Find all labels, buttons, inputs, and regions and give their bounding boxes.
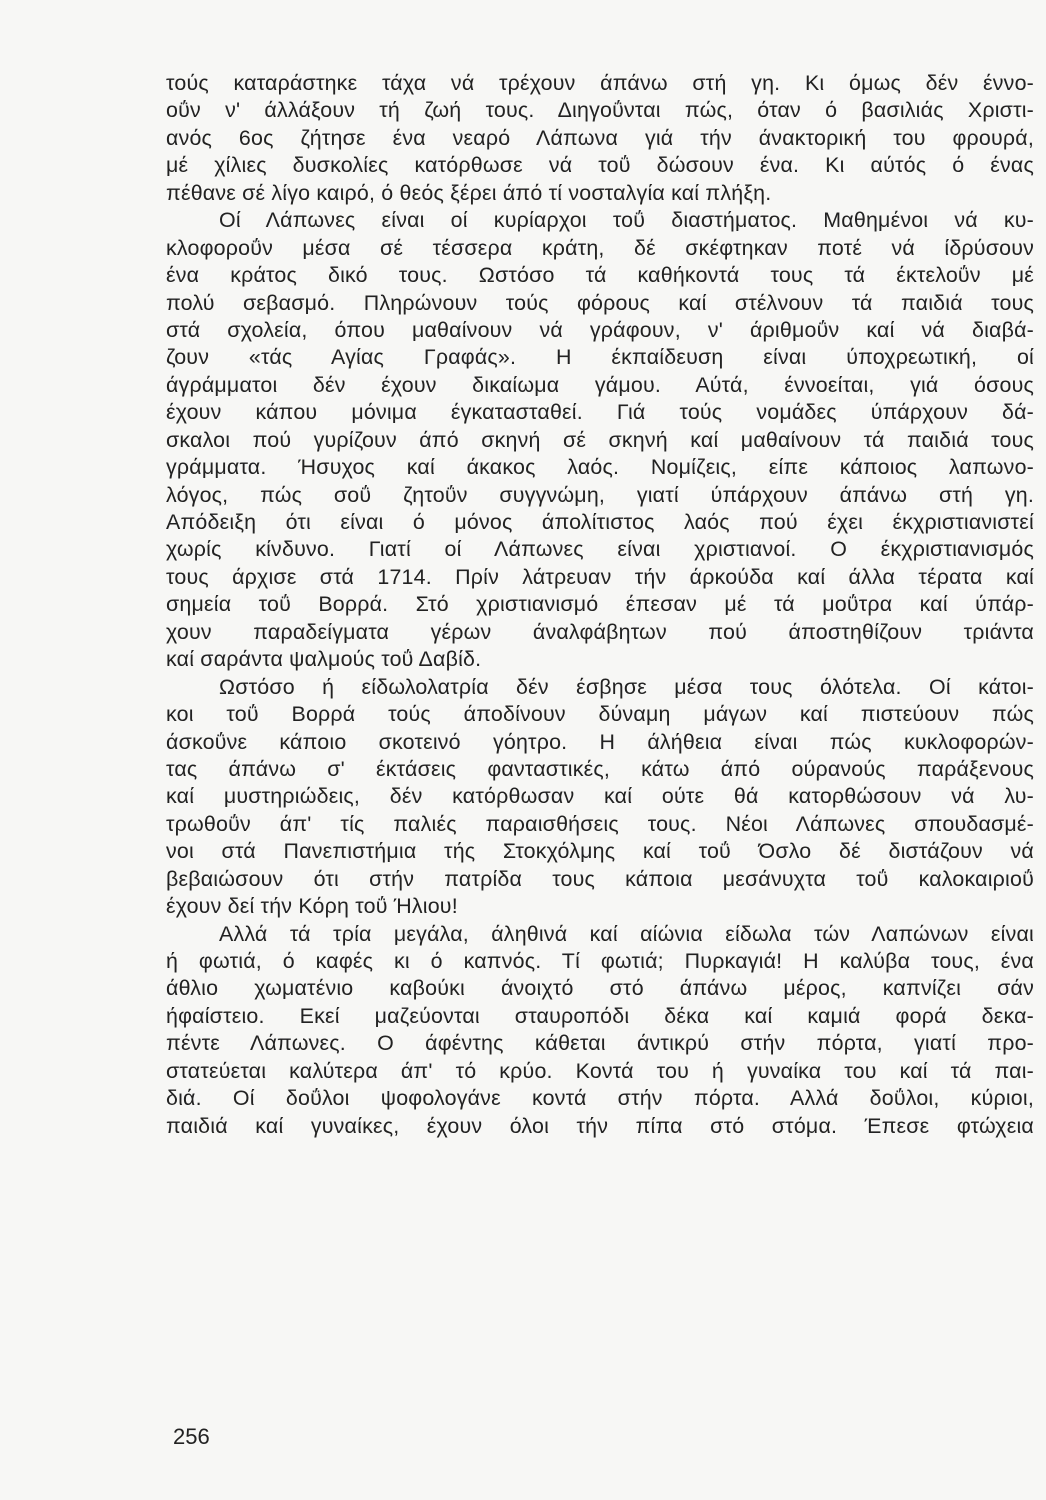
text-line: ή φωτιά, ό καφές κι ό καπνός. Τί φωτιά; Πυρκαγιά! Η καλύβα τους, ένα <box>166 949 1034 973</box>
text-line: στατεύεται καλύτερα άπ' τό κρύο. Κοντά του ή γυναίκα του καί τά παι- <box>166 1058 1034 1083</box>
text-line: άθλιο χωματένιο καβούκι άνοιχτό στό άπάνω μέρος, καπνίζει σάν <box>166 976 1034 1001</box>
text-line: στά σχολεία, όπου μαθαίνουν νά γράφουν, ν' άριθμοΰν καί νά διαβά- <box>166 317 1034 342</box>
text-line: πολύ σεβασμό. Πληρώνουν τούς φόρους καί στέλνουν τά παιδιά τους <box>166 290 1034 315</box>
text-line: καί μυστηριώδεις, δέν κατόρθωσαν καί ούτε θά κατορθώσουν νά λυ- <box>166 784 1034 809</box>
text-line: γράμματα. Ήσυχος καί άκακος λαός. Νομίζεις, είπε κάποιος λαπωνο- <box>166 455 1034 480</box>
text-line: Ωστόσο ή είδωλολατρία δέν έσβησε μέσα τους όλότελα. Οί κάτοι- <box>219 674 1034 699</box>
text-line: νοι στά Πανεπιστήμια τής Στοκχόλμης καί τοΰ Όσλο δέ διστάζουν νά <box>166 839 1034 864</box>
text-line: παιδιά καί γυναίκες, έχουν όλοι τήν πίπα στό στόμα. Έπεσε φτώχεια <box>166 1113 1034 1138</box>
text-line: Απόδειξη ότι είναι ό μόνος άπολίτιστος λαός πού έχει έκχριστιανιστεί <box>166 510 1034 534</box>
text-line: χουν παραδείγματα γέρων άναλφάβητων πού άποστηθίζουν τριάντα <box>166 619 1034 644</box>
text-line: οΰν ν' άλλάξουν τή ζωή τους. Διηγοΰνται πώς, όταν ό βασιλιάς Χριστι- <box>166 98 1034 123</box>
text-line: πέντε Λάπωνες. Ο άφέντης κάθεται άντικρύ στήν πόρτα, γιατί προ- <box>166 1031 1034 1056</box>
text-line: κλοφοροΰν μέσα σέ τέσσερα κράτη, δέ σκέφτηκαν ποτέ νά ίδρύσουν <box>166 235 1034 260</box>
text-line: άγράμματοι δέν έχουν δικαίωμα γάμου. Αύτά, έννοείται, γιά όσους <box>166 372 1034 397</box>
text-line: Οί Λάπωνες είναι οί κυρίαρχοι τοΰ διαστήματος. Μαθημένοι νά κυ- <box>219 208 1034 233</box>
page-number: 256 <box>173 1424 210 1449</box>
text-line: έχουν δεί τήν Κόρη τοΰ Ήλιου! <box>166 894 458 919</box>
text-line: διά. Οί δοΰλοι ψοφολογάνε κοντά στήν πόρτα. Αλλά δοΰλοι, κύριοι, <box>166 1086 1034 1111</box>
text-line: βεβαιώσουν ότι στήν πατρίδα τους κάποια μεσάνυχτα τοΰ καλοκαιριοΰ <box>166 866 1034 891</box>
text-line: κοι τοΰ Βορρά τούς άποδίνουν δύναμη μάγων καί πιστεύουν πώς <box>166 702 1034 727</box>
text-line: άσκοΰνε κάποιο σκοτεινό γόητρο. Η άλήθεια είναι πώς κυκλοφορών- <box>166 729 1034 754</box>
text-line: σημεία τοΰ Βορρά. Στό χριστιανισμό έπεσαν μέ τά μοΰτρα καί ύπάρ- <box>166 592 1034 617</box>
text-line: τούς καταράστηκε τάχα νά τρέχουν άπάνω στή γη. Κι όμως δέν έννο- <box>166 71 1034 95</box>
text-line: τους άρχισε στά 1714. Πρίν λάτρευαν τήν άρκούδα καί άλλα τέρατα καί <box>166 564 1034 589</box>
text-line: ανός 6ος ζήτησε ένα νεαρό Λάπωνα γιά τήν άνακτορική του φρουρά, <box>166 125 1034 150</box>
text-line: λόγος, πώς σοΰ ζητοΰν συγγνώμη, γιατί ύπάρχουν άπάνω στή γη. <box>166 482 1034 507</box>
text-line: έχουν κάπου μόνιμα έγκατασταθεί. Γιά τούς νομάδες ύπάρχουν δά- <box>166 400 1034 425</box>
text-line: μέ χίλιες δυσκολίες κατόρθωσε νά τοΰ δώσουν ένα. Κι αύτός ό ένας <box>166 153 1034 178</box>
body-text <box>166 70 1034 1140</box>
text-line: ένα κράτος δικό τους. Ωστόσο τά καθήκοντά τους τά έκτελοΰν μέ <box>166 263 1034 288</box>
text-line: ζουν «τάς Αγίας Γραφάς». Η έκπαίδευση είναι ύποχρεωτική, οί <box>166 345 1034 370</box>
text-line: καί σαράντα ψαλμούς τοΰ Δαβίδ. <box>166 647 482 672</box>
text-line: ήφαίστειο. Εκεί μαζεύονται σταυροπόδι δέκα καί καμιά φορά δεκα- <box>166 1003 1034 1028</box>
text-line: τρωθοΰν άπ' τίς παλιές παραισθήσεις τους. Νέοι Λάπωνες σπουδασμέ- <box>166 811 1034 836</box>
text-line: Αλλά τά τρία μεγάλα, άληθινά καί αίώνια είδωλα τών Λαπώνων είναι <box>219 921 1034 946</box>
text-line: τας άπάνω σ' έκτάσεις φανταστικές, κάτω άπό ούρανούς παράξενους <box>166 756 1034 781</box>
text-line: χωρίς κίνδυνο. Γιατί οί Λάπωνες είναι χριστιανοί. Ο έκχριστιανισμός <box>166 537 1034 562</box>
text-line: σκαλοι πού γυρίζουν άπό σκηνή σέ σκηνή καί μαθαίνουν τά παιδιά τους <box>166 427 1034 452</box>
text-line: πέθανε σέ λίγο καιρό, ό θεός ξέρει άπό τί νοσταλγία καί πλήξη. <box>166 180 772 205</box>
